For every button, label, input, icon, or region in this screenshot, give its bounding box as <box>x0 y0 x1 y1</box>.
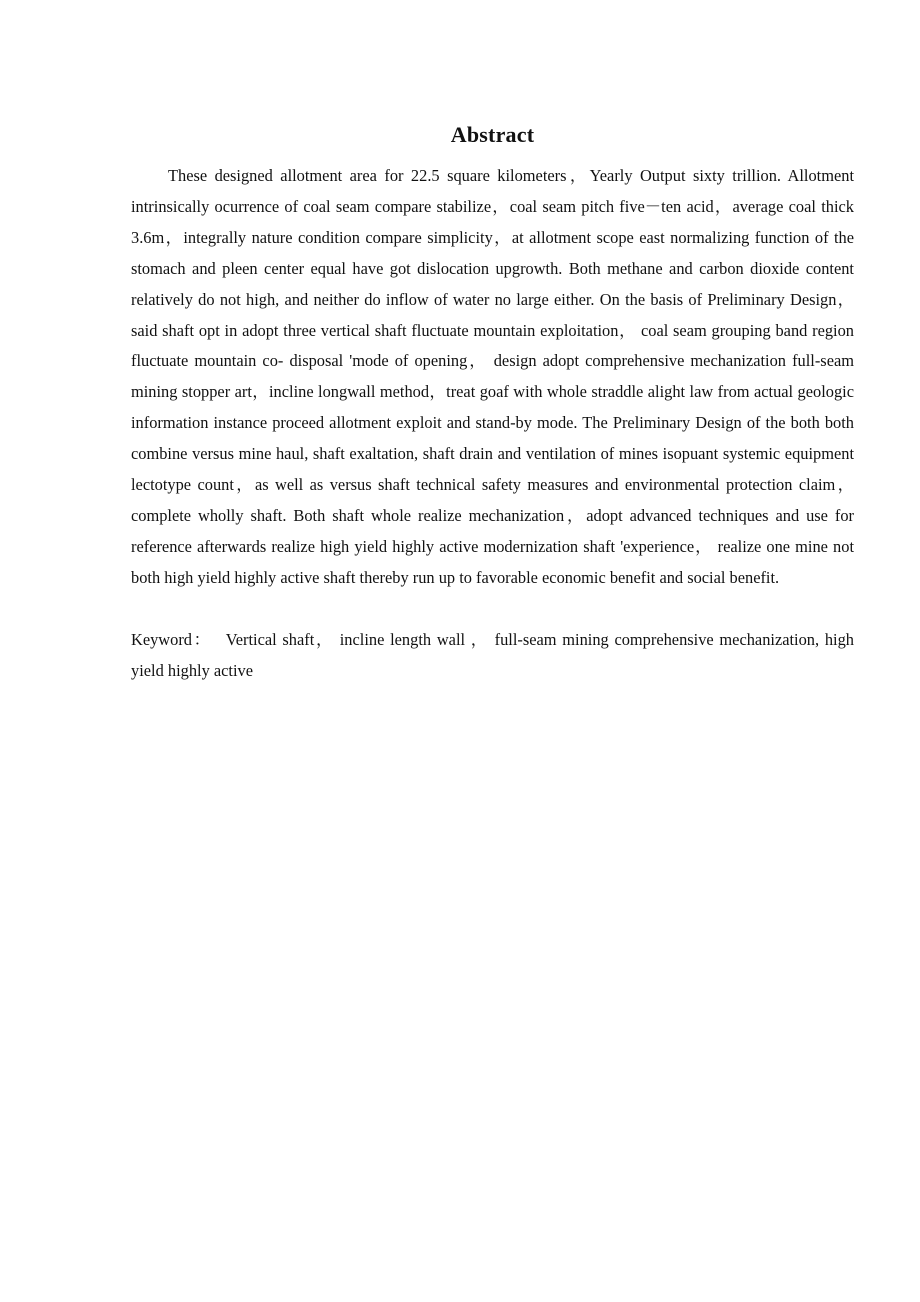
abstract-body: These designed allotment area for 22.5 square kilometers，Yearly Output sixty trillion. Allotment intrinsically ocurrence of coal seam compare stabilize，coal seam pitch five－ten acid，average coal thick 3.6m，integrally nature condition compare simplicity，at allotment scope east normalizing function of the stomach and pleen center equal have got dislocation upgrowth. Both methane and carbon dioxide content relatively do not high, and neither do inflow of water no large either. On the basis of Preliminary Design，said shaft opt in adopt three vertical shaft fluctuate mountain exploitation， coal seam grouping band region fluctuate mountain co- disposal 'mode of opening， design adopt comprehensive mechanization full-seam mining stopper art，incline longwall method，treat goaf with whole straddle alight law from actual geologic information instance proceed allotment exploit and stand-by mode. The Preliminary Design of the both both combine versus mine haul, shaft exaltation, shaft drain and ventilation of mines isopuant systemic equipment lectotype count，as well as versus shaft technical safety measures and environmental protection claim，complete wholly shaft. Both shaft whole realize mechanization，adopt advanced techniques and use for reference afterwards realize high yield highly active modernization shaft 'experience， realize one mine not both high yield highly active shaft thereby run up to favorable economic benefit and social benefit. <box>131 166 854 587</box>
keywords-label: Keyword： <box>131 629 212 649</box>
abstract-title: Abstract <box>450 122 535 147</box>
keywords-text: Vertical shaft， incline length wall ， full-seam mining comprehensive mechanization, high yield highly active <box>131 629 854 680</box>
keywords-line <box>131 625 854 687</box>
document-page <box>131 118 854 687</box>
